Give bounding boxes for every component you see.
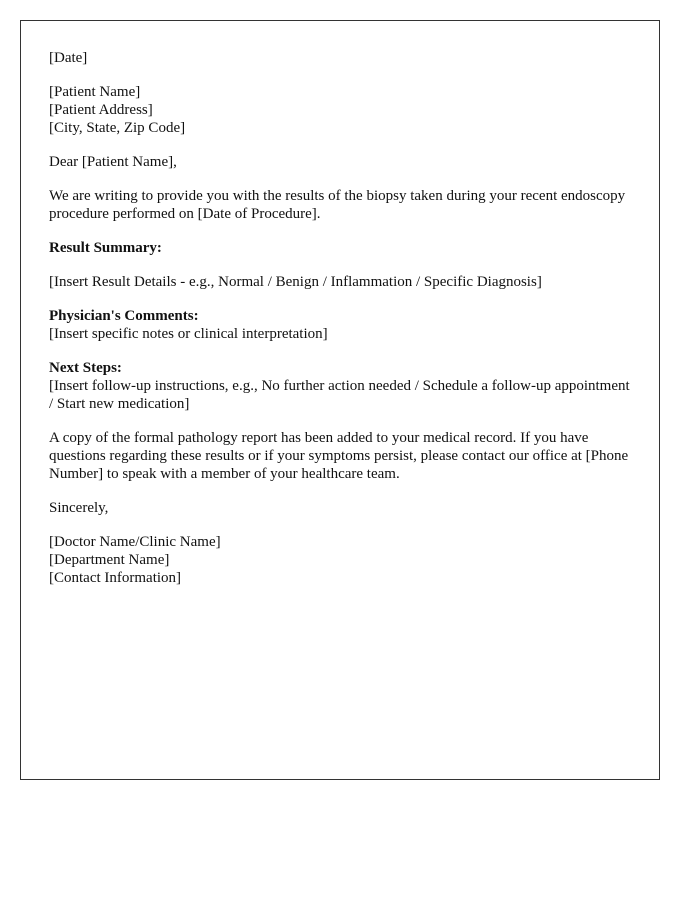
- recipient-city-state-zip: [City, State, Zip Code]: [49, 120, 186, 136]
- recipient-address-block: [49, 83, 631, 137]
- result-summary-body: [Insert Result Details - e.g., Normal / Benign / Inflammation / Specific Diagnosis]: [49, 274, 542, 290]
- signature-name: [Doctor Name/Clinic Name]: [49, 534, 221, 550]
- result-summary-heading-text: Result Summary:: [49, 240, 162, 256]
- salutation: Dear [Patient Name],: [49, 154, 177, 170]
- signature-contact: [Contact Information]: [49, 570, 182, 586]
- recipient-name: [Patient Name]: [49, 84, 141, 100]
- letter-page: [20, 20, 660, 780]
- result-summary-heading: [49, 239, 631, 257]
- closing-paragraph: A copy of the formal pathology report has been added to your medical record. If you have questions regarding these results or if your symptoms persist, please contact our office at [Phone Number] to speak with a member of your healthcare team.: [49, 430, 629, 482]
- signature-block: [49, 533, 631, 587]
- closing: Sincerely,: [49, 500, 109, 516]
- signature-department: [Department Name]: [49, 552, 170, 568]
- next-steps-section: [49, 359, 631, 413]
- recipient-address: [Patient Address]: [49, 102, 153, 118]
- letter-date: [Date]: [49, 50, 88, 66]
- next-steps-body: [Insert follow-up instructions, e.g., No further action needed / Schedule a follow-up appointment / Start new medication]: [49, 378, 630, 412]
- next-steps-heading: Next Steps:: [49, 360, 122, 376]
- physician-comments-body: [Insert specific notes or clinical interpretation]: [49, 326, 328, 342]
- physician-comments-section: [49, 307, 631, 343]
- intro-paragraph: We are writing to provide you with the results of the biopsy taken during your recent endoscopy procedure performed on [Date of Procedure].: [49, 188, 626, 222]
- physician-comments-heading: Physician's Comments:: [49, 308, 199, 324]
